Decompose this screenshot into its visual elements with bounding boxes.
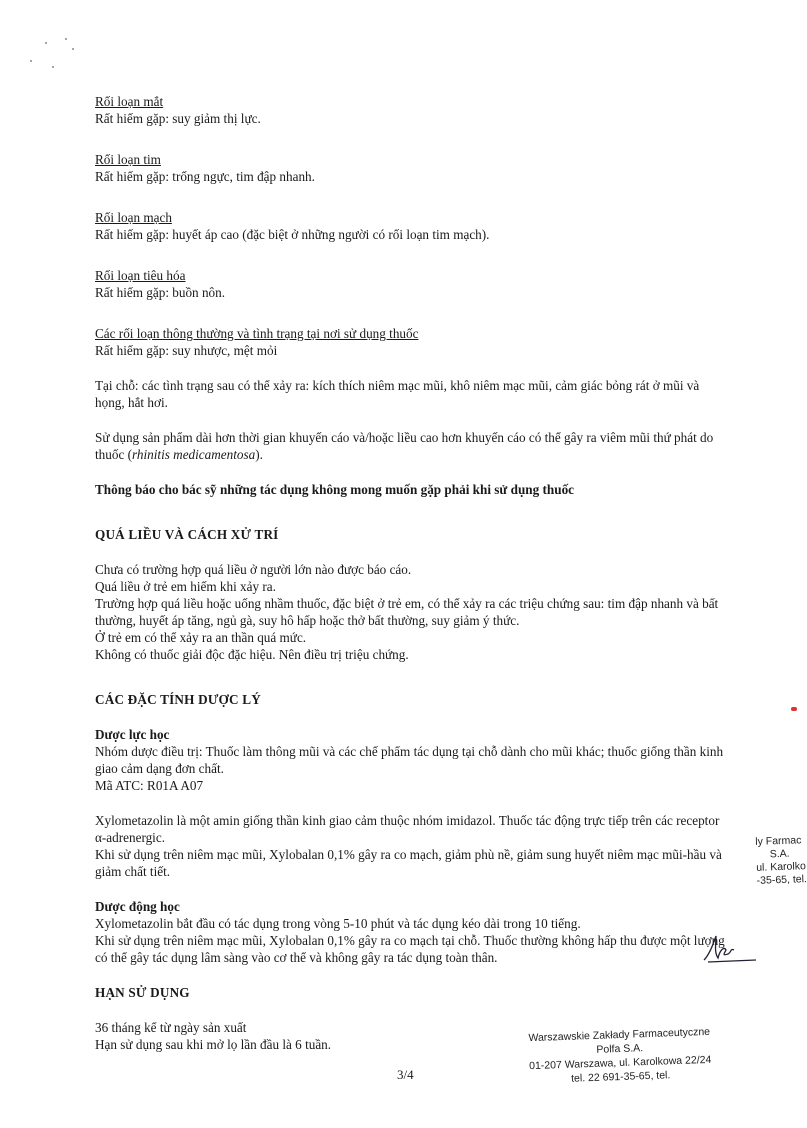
scan-speck — [52, 66, 54, 68]
pharmacology-heading: CÁC ĐẶC TÍNH DƯỢC LÝ — [95, 692, 261, 707]
section-body-general: Rất hiếm gặp: suy nhược, mệt mỏi — [95, 343, 278, 358]
atc-code: Mã ATC: R01A A07 — [95, 778, 204, 793]
section-title-eye: Rối loạn mắt — [95, 94, 164, 109]
company-stamp: Warszawskie Zakłady Farmaceutyczne Polfa S.A. 01-207 Warszawa, ul. Karolkowa 22/24 tel. 22 691-35-65, tel. — [528, 1025, 712, 1085]
shelf-life-line: 36 tháng kể từ ngày sản xuất — [95, 1020, 247, 1035]
overdose-line: Trường hợp quá liều hoặc uống nhầm thuốc, đặc biệt ở trẻ em, có thể xảy ra các triệu chứng sau: tim đập nhanh và bất thường, huyết áp tăng, ngủ gà, suy hô hấp hoặc thở bất thường, suy giảm ý thức. — [95, 596, 719, 628]
pharmacodynamics-paragraph: Xylometazolin là một amin giống thần kinh giao cảm thuộc nhóm imidazol. Thuốc tác động trực tiếp trên các receptor α-adrenergic. — [95, 813, 720, 845]
section-title-digestive: Rối loạn tiêu hóa — [95, 268, 186, 283]
shelf-life-line: Hạn sử dụng sau khi mở lọ lần đầu là 6 tuần. — [95, 1037, 332, 1052]
side-company-stamp: ly Farmac S.A. ul. Karolko -35-65, tel. — [755, 834, 807, 887]
section-body-vascular: Rất hiếm gặp: huyết áp cao (đặc biệt ở những người có rối loạn tim mạch). — [95, 227, 490, 242]
scan-speck — [72, 48, 74, 50]
pharmacokinetics-line: Khi sử dụng trên niêm mạc mũi, Xylobalan 0,1% gây ra co mạch tại chỗ. Thuốc thường không hấp thu được một lượng có thể gây tác dụng lâm sàng vào cơ thể và không gây ra tác dụng toàn thân. — [95, 933, 725, 965]
paragraph-local-effects: Tại chỗ: các tình trạng sau có thể xảy ra: kích thích niêm mạc mũi, khô niêm mạc mũi, cảm giác bỏng rát ở mũi và họng, hắt hơi. — [95, 378, 700, 410]
overdose-line: Không có thuốc giải độc đặc hiệu. Nên điều trị triệu chứng. — [95, 647, 409, 662]
red-mark — [791, 707, 797, 711]
section-body-digestive: Rất hiếm gặp: buồn nôn. — [95, 285, 226, 300]
overdose-line: Chưa có trường hợp quá liều ở người lớn nào được báo cáo. — [95, 562, 412, 577]
pharmacokinetics-line: Xylometazolin bắt đầu có tác dụng trong vòng 5-10 phút và tác dụng kéo dài trong 10 tiếng. — [95, 916, 581, 931]
page-number: 3/4 — [397, 1067, 414, 1082]
scan-speck — [30, 60, 32, 62]
paragraph-overuse: Sử dụng sản phẩm dài hơn thời gian khuyến cáo và/hoặc liều cao hơn khuyến cáo có thể gây ra viêm mũi thứ phát do thuốc (rhinitis medicamentosa). — [95, 430, 714, 462]
shelf-life-heading: HẠN SỬ DỤNG — [95, 985, 190, 1000]
section-title-general: Các rối loạn thông thường và tình trạng tại nơi sử dụng thuốc — [95, 326, 419, 341]
overdose-line: Ở trẻ em có thể xảy ra an thần quá mức. — [95, 630, 307, 645]
scan-speck — [45, 42, 47, 44]
pharmacodynamics-group: Nhóm dược điều trị: Thuốc làm thông mũi và các chế phẩm tác dụng tại chỗ dành cho mũi khác; thuốc giống thần kinh giao cảm dạng đơn chất. — [95, 744, 724, 776]
section-body-eye: Rất hiếm gặp: suy giảm thị lực. — [95, 111, 261, 126]
section-body-heart: Rất hiếm gặp: trống ngực, tim đập nhanh. — [95, 169, 315, 184]
pharmacokinetics-title: Dược động học — [95, 899, 180, 914]
adverse-effects-notice: Thông báo cho bác sỹ những tác dụng không mong muốn gặp phải khi sử dụng thuốc — [95, 482, 575, 497]
overdose-heading: QUÁ LIỀU VÀ CÁCH XỬ TRÍ — [95, 527, 279, 542]
pharmacodynamics-paragraph: Khi sử dụng trên niêm mạc mũi, Xylobalan 0,1% gây ra co mạch, giảm phù nề, giảm sung huyết niêm mạc mũi-hầu và giảm chất tiết. — [95, 847, 722, 879]
document-page — [95, 93, 725, 1053]
section-title-vascular: Rối loạn mạch — [95, 210, 172, 225]
scan-speck — [65, 38, 67, 40]
section-title-heart: Rối loạn tim — [95, 152, 161, 167]
pharmacodynamics-title: Dược lực học — [95, 727, 170, 742]
overdose-line: Quá liều ở trẻ em hiếm khi xảy ra. — [95, 579, 276, 594]
signature-icon — [700, 930, 760, 970]
